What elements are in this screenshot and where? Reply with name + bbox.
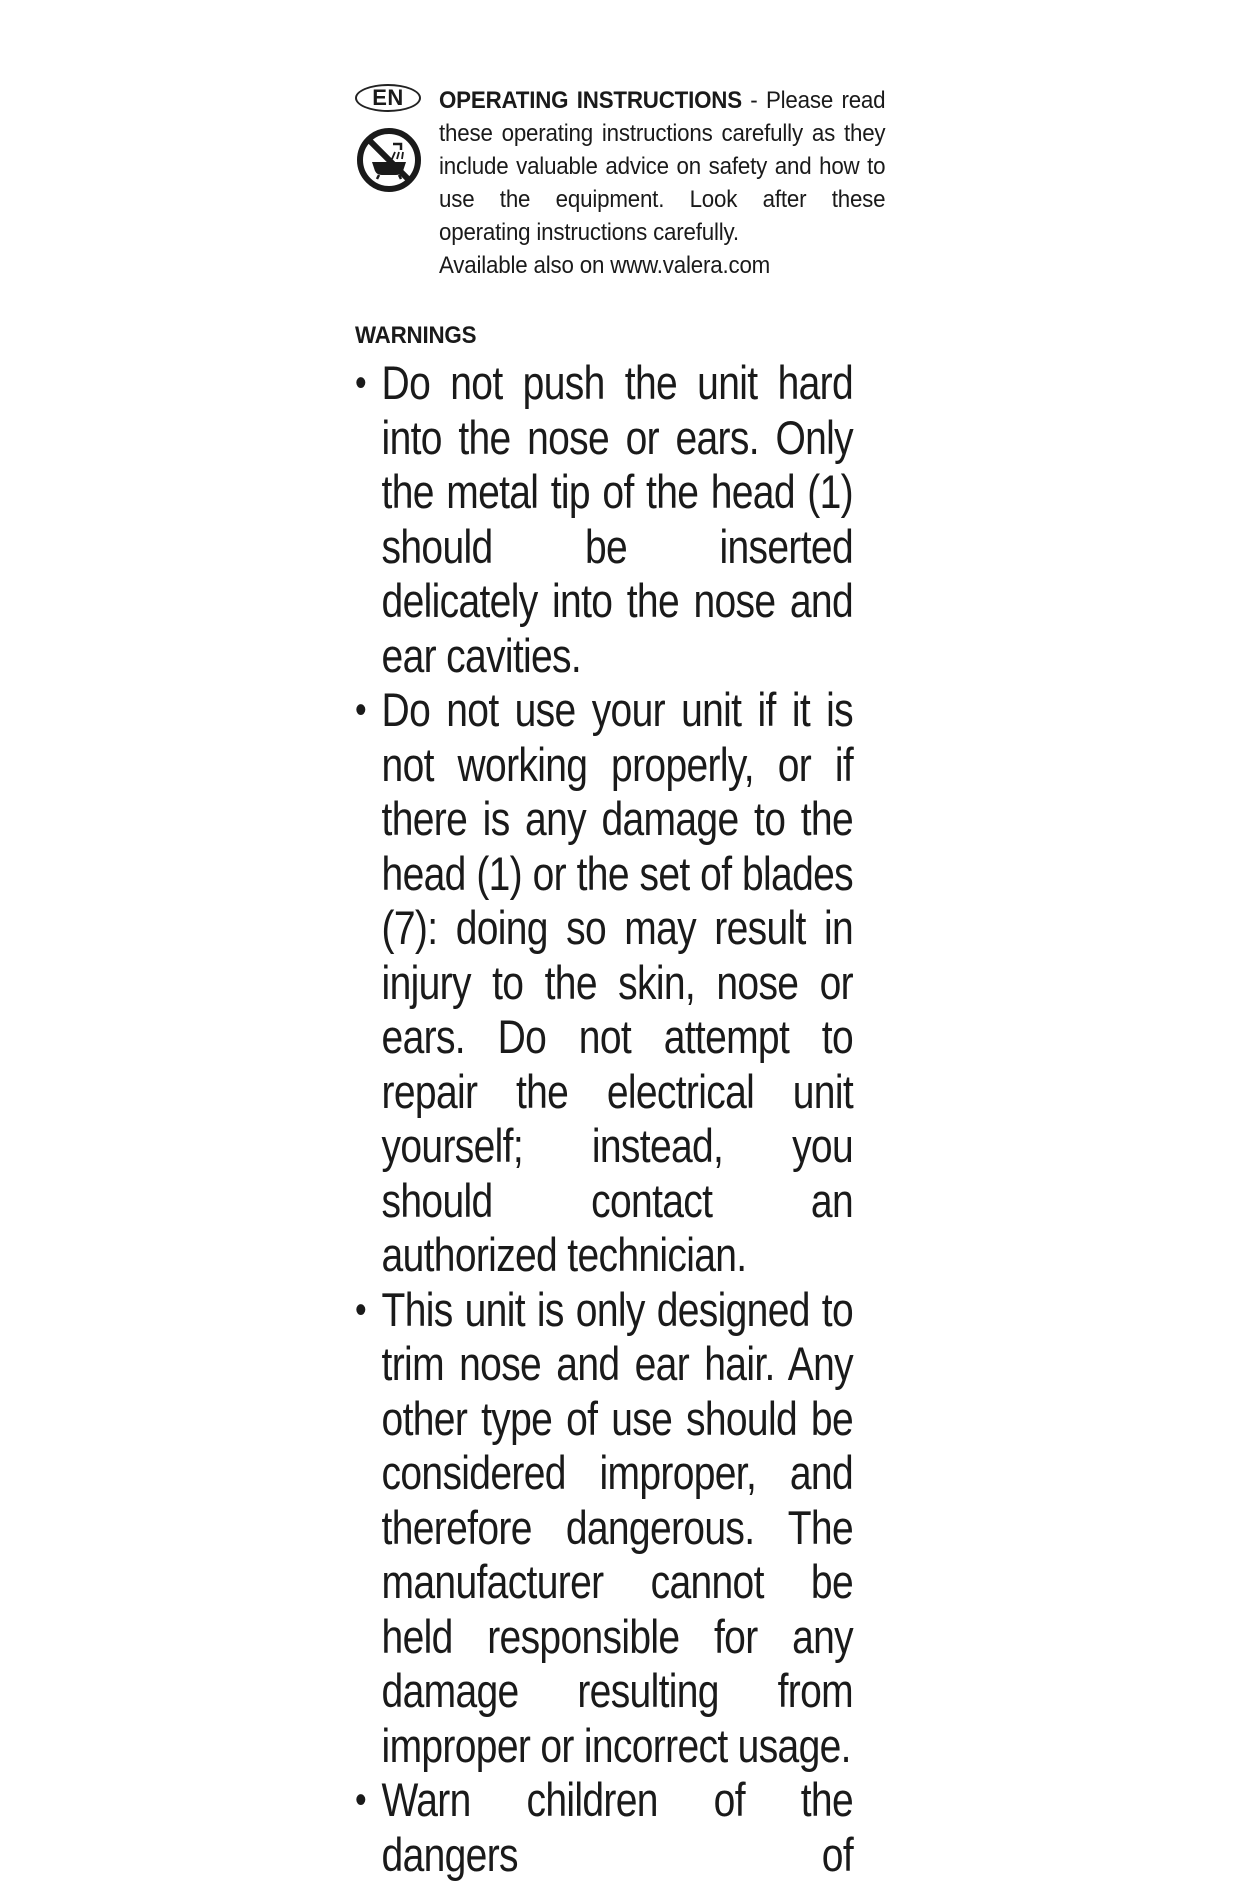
language-badge: EN (355, 84, 421, 112)
no-bath-prohibition-icon (355, 126, 423, 194)
intro-title: OPERATING INSTRUCTIONS (439, 87, 742, 114)
warning-text: Do not push the unit hard into the nose or ears. Only the metal tip of the head (1) should be inserted delicately into the nose and ear cavities. (381, 356, 853, 682)
warning-item (355, 356, 853, 683)
warning-text: Warn children of the dangers of (381, 1773, 853, 1881)
bullet: • (355, 361, 366, 405)
bullet: • (355, 688, 366, 732)
warnings-heading: WARNINGS (355, 322, 477, 349)
warning-item (355, 1283, 853, 1774)
bullet: • (355, 1287, 366, 1332)
availability-note: Available also on www.valera.com (439, 252, 771, 279)
instructions-column (355, 84, 886, 1881)
intro-paragraph (439, 84, 885, 282)
bullet: • (355, 1778, 366, 1822)
warning-item (355, 1773, 853, 1881)
warning-item (355, 683, 853, 1283)
header-badges (355, 84, 427, 199)
intro-text: - Please read these operating instructions carefully as they include valuable advice on safety and how to use the equipment. Look after these operating instructions carefully. (439, 87, 886, 246)
intro-header (355, 84, 885, 284)
warnings-list (355, 356, 853, 1881)
warning-text: This unit is only designed to trim nose and ear hair. Any other type of use should be considered improper, and therefore dangerous. The manufacturer cannot be held responsible for any damage resulting from improper or incorrect usage. (381, 1282, 853, 1772)
warning-text: Do not use your unit if it is not working properly, or if there is any damage to the head (1) or the set of blades (7): doing so may result in injury to the skin, nose or ears. Do not attempt to repair the electrical unit yourself; instead, you should contact an authorized technician. (381, 683, 853, 1281)
